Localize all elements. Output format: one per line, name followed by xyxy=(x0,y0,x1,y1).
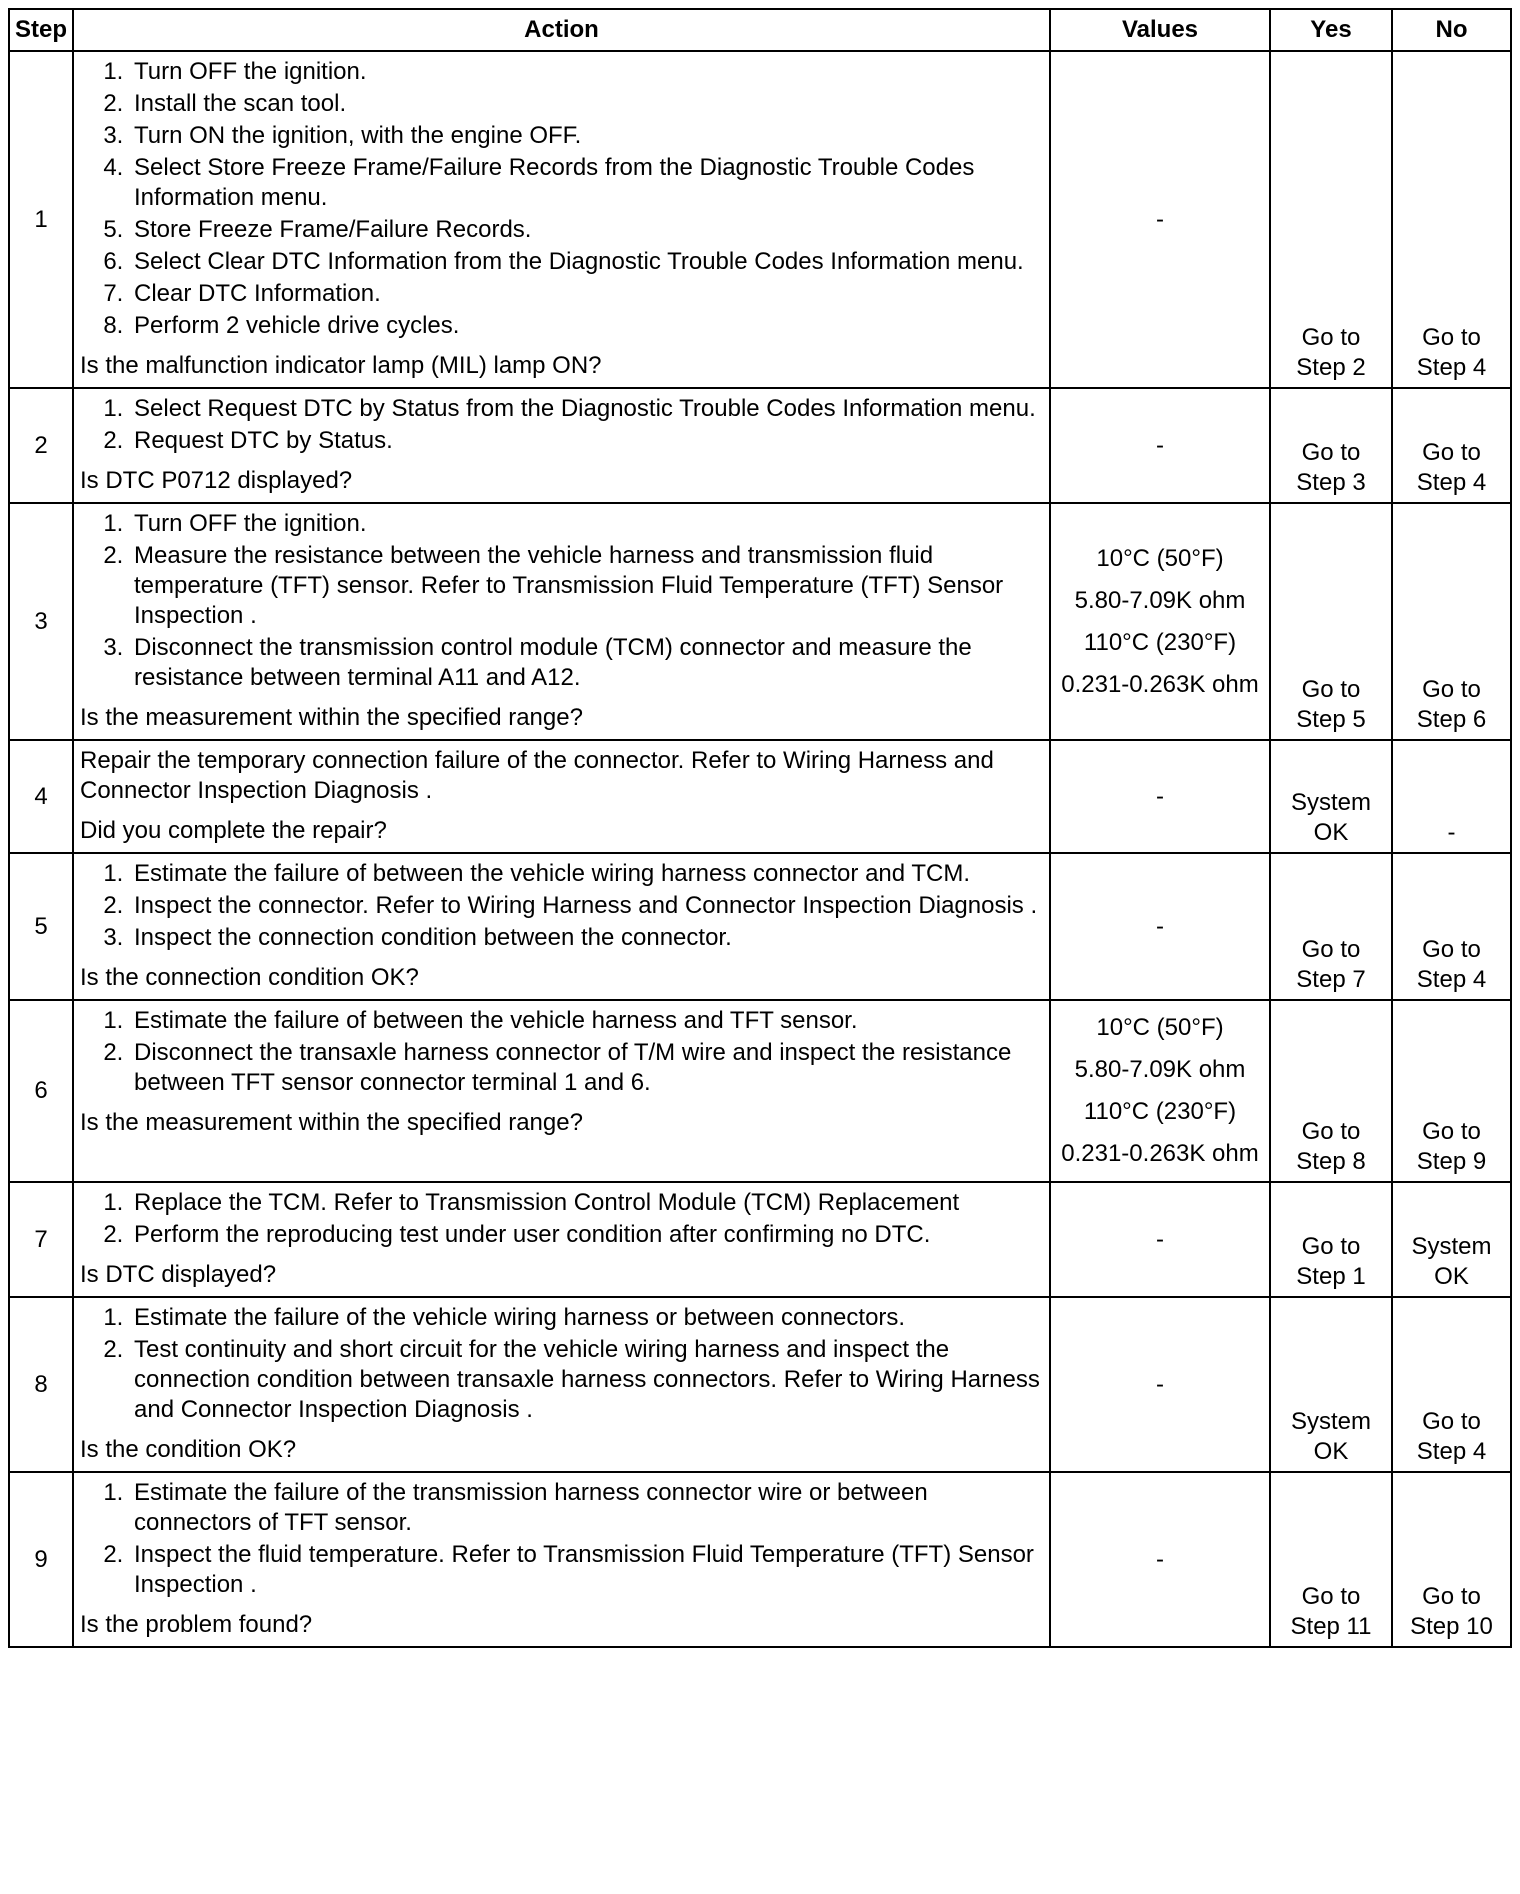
values-cell xyxy=(1050,1297,1270,1472)
action-step-item: 1. Replace the TCM. Refer to Transmission Control Module (TCM) Replacement xyxy=(130,1188,1043,1218)
no-result-line: OK xyxy=(1434,1263,1469,1290)
action-steps-list xyxy=(80,1006,1043,1098)
yes-result-cell xyxy=(1270,1000,1392,1182)
no-result-line: Go to xyxy=(1422,1583,1481,1610)
diagnostic-table xyxy=(8,8,1512,1648)
no-result-line: - xyxy=(1447,819,1456,846)
action-question: Did you complete the repair? xyxy=(80,817,387,844)
action-step-item: 2. Install the scan tool. xyxy=(130,89,1043,119)
no-result-line: Go to xyxy=(1422,1118,1481,1145)
no-result-cell xyxy=(1392,740,1511,853)
action-question: Is DTC displayed? xyxy=(80,1261,277,1288)
action-steps-list xyxy=(80,1188,1043,1250)
action-question: Is DTC P0712 displayed? xyxy=(80,467,353,494)
values-cell xyxy=(1050,740,1270,853)
value-placeholder: - xyxy=(1156,912,1164,940)
table-row xyxy=(9,853,1511,1000)
action-step-item: 2. Inspect the connector. Refer to Wiring Harness and Connector Inspection Diagnosis . xyxy=(130,891,1043,921)
no-result-line: Step 4 xyxy=(1416,469,1487,496)
yes-result-line: Go to xyxy=(1301,324,1361,351)
yes-result-cell xyxy=(1270,388,1392,503)
action-question: Is the malfunction indicator lamp (MIL) lamp ON? xyxy=(80,352,602,379)
action-cell xyxy=(73,740,1050,853)
yes-result-cell xyxy=(1270,51,1392,388)
yes-result-line: Step 3 xyxy=(1296,469,1366,496)
value-line: 10°C (50°F) xyxy=(1096,544,1224,572)
header-no: No xyxy=(1392,9,1511,51)
action-cell xyxy=(73,1297,1050,1472)
action-question: Is the problem found? xyxy=(80,1611,313,1638)
no-result-cell xyxy=(1392,388,1511,503)
no-result-line: System xyxy=(1411,1233,1492,1260)
step-number: 3 xyxy=(9,503,73,740)
values-cell xyxy=(1050,1182,1270,1297)
value-line: 10°C (50°F) xyxy=(1096,1014,1224,1041)
yes-result-line: Step 8 xyxy=(1296,1148,1366,1175)
step-number: 6 xyxy=(9,1000,73,1182)
yes-result-cell xyxy=(1270,503,1392,740)
yes-result-cell xyxy=(1270,1472,1392,1647)
action-step-item: 8. Perform 2 vehicle drive cycles. xyxy=(130,311,1043,341)
step-number: 4 xyxy=(9,740,73,853)
header-action: Action xyxy=(73,9,1050,51)
yes-result-line: Go to xyxy=(1301,439,1361,466)
action-steps-list xyxy=(80,57,1043,341)
yes-result-line: System xyxy=(1290,1408,1371,1435)
no-result-cell xyxy=(1392,51,1511,388)
action-step-item: 3. Disconnect the transmission control module (TCM) connector and measure the resistance between terminal A11 and A12. xyxy=(130,633,1043,693)
action-step-item: 2. Disconnect the transaxle harness connector of T/M wire and inspect the resistance between TFT sensor connector terminal 1 and 6. xyxy=(130,1038,1043,1098)
no-result-line: Step 9 xyxy=(1416,1148,1487,1175)
action-steps-list xyxy=(80,394,1043,456)
value-placeholder: - xyxy=(1156,431,1164,459)
no-result-line: Go to xyxy=(1422,1408,1481,1435)
no-result-cell xyxy=(1392,503,1511,740)
action-step-item: 1. Estimate the failure of between the vehicle harness and TFT sensor. xyxy=(130,1006,1043,1036)
step-number: 5 xyxy=(9,853,73,1000)
step-number: 7 xyxy=(9,1182,73,1297)
value-placeholder: - xyxy=(1156,1370,1164,1398)
action-step-item: 5. Store Freeze Frame/Failure Records. xyxy=(130,215,1043,245)
action-step-item: 2. Inspect the fluid temperature. Refer to Transmission Fluid Temperature (TFT) Sensor Inspection . xyxy=(130,1540,1043,1600)
action-cell xyxy=(73,853,1050,1000)
step-number: 2 xyxy=(9,388,73,503)
value-line: 5.80-7.09K ohm xyxy=(1074,586,1246,614)
yes-result-cell xyxy=(1270,740,1392,853)
action-cell xyxy=(73,388,1050,503)
table-row xyxy=(9,388,1511,503)
value-placeholder: - xyxy=(1156,1225,1164,1253)
action-cell xyxy=(73,1182,1050,1297)
yes-result-cell xyxy=(1270,1182,1392,1297)
yes-result-line: Go to xyxy=(1301,1118,1361,1145)
action-question: Is the connection condition OK? xyxy=(80,964,419,991)
yes-result-line: Step 1 xyxy=(1296,1263,1366,1290)
action-steps-list xyxy=(80,1303,1043,1425)
action-steps-list xyxy=(80,1478,1043,1600)
action-question: Is the measurement within the specified range? xyxy=(80,704,583,731)
yes-result-cell xyxy=(1270,1297,1392,1472)
step-number: 1 xyxy=(9,51,73,388)
yes-result-line: Step 11 xyxy=(1290,1613,1372,1640)
value-line: 110°C (230°F) xyxy=(1083,1098,1237,1125)
no-result-line: Step 4 xyxy=(1416,966,1487,993)
step-number: 8 xyxy=(9,1297,73,1472)
yes-result-line: System xyxy=(1290,789,1371,816)
action-step-item: 1. Estimate the failure of the vehicle wiring harness or between connectors. xyxy=(130,1303,1043,1333)
yes-result-cell xyxy=(1270,853,1392,1000)
action-question: Is the condition OK? xyxy=(80,1436,297,1463)
yes-result-line: Go to xyxy=(1301,936,1361,963)
values-cell xyxy=(1050,853,1270,1000)
no-result-cell xyxy=(1392,1472,1511,1647)
yes-result-line: Step 7 xyxy=(1296,966,1366,993)
action-question: Is the measurement within the specified range? xyxy=(80,1109,583,1136)
table-row xyxy=(9,740,1511,853)
action-step-item: 4. Select Store Freeze Frame/Failure Records from the Diagnostic Trouble Codes Information menu. xyxy=(130,153,1043,213)
action-steps-list xyxy=(80,859,1043,953)
yes-result-line: Go to xyxy=(1301,1233,1361,1260)
header-yes: Yes xyxy=(1270,9,1392,51)
action-steps-list xyxy=(80,509,1043,693)
action-step-item: 3. Inspect the connection condition between the connector. xyxy=(130,923,1043,953)
table-row xyxy=(9,51,1511,388)
action-cell xyxy=(73,503,1050,740)
action-step-item: 7. Clear DTC Information. xyxy=(130,279,1043,309)
table-row xyxy=(9,1000,1511,1182)
table-header-row xyxy=(9,9,1511,51)
no-result-line: Go to xyxy=(1422,324,1481,351)
action-step-item: 2. Measure the resistance between the vehicle harness and transmission fluid temperature (TFT) sensor. Refer to Transmission Fluid Temperature (TFT) Sensor Inspection . xyxy=(130,541,1043,631)
header-step: Step xyxy=(9,9,73,51)
value-placeholder: - xyxy=(1156,1545,1164,1573)
action-step-item: 2. Test continuity and short circuit for the vehicle wiring harness and inspect the connection condition between transaxle harness connectors. Refer to Wiring Harness and Connector Inspection Diagnosis . xyxy=(130,1335,1043,1425)
action-step-item: 1. Turn OFF the ignition. xyxy=(130,57,1043,87)
values-cell xyxy=(1050,1472,1270,1647)
action-step-item: 1. Select Request DTC by Status from the Diagnostic Trouble Codes Information menu. xyxy=(130,394,1043,424)
yes-result-line: Go to xyxy=(1301,1583,1361,1610)
no-result-line: Go to xyxy=(1422,439,1481,466)
action-step-item: 1. Estimate the failure of between the vehicle wiring harness connector and TCM. xyxy=(130,859,1043,889)
action-cell xyxy=(73,51,1050,388)
action-step-item: 1. Turn OFF the ignition. xyxy=(130,509,1043,539)
no-result-line: Step 4 xyxy=(1416,354,1487,381)
yes-result-line: Go to xyxy=(1301,676,1361,703)
no-result-line: Step 6 xyxy=(1416,706,1487,733)
value-placeholder: - xyxy=(1156,782,1164,810)
action-step-item: 1. Estimate the failure of the transmission harness connector wire or between connectors of TFT sensor. xyxy=(130,1478,1043,1538)
table-row xyxy=(9,503,1511,740)
values-cell xyxy=(1050,51,1270,388)
value-line: 110°C (230°F) xyxy=(1083,628,1237,656)
no-result-line: Step 10 xyxy=(1410,1613,1493,1640)
value-placeholder: - xyxy=(1156,205,1164,233)
no-result-cell xyxy=(1392,1182,1511,1297)
value-line: 0.231-0.263K ohm xyxy=(1061,670,1259,698)
header-values: Values xyxy=(1050,9,1270,51)
action-text: Repair the temporary connection failure of the connector. Refer to Wiring Harness and Connector Inspection Diagnosis . xyxy=(80,747,994,804)
action-step-item: 6. Select Clear DTC Information from the Diagnostic Trouble Codes Information menu. xyxy=(130,247,1043,277)
table-row xyxy=(9,1182,1511,1297)
table-body xyxy=(9,51,1511,1647)
values-cell xyxy=(1050,1000,1270,1182)
value-line: 0.231-0.263K ohm xyxy=(1061,1140,1259,1167)
action-cell xyxy=(73,1472,1050,1647)
no-result-line: Step 4 xyxy=(1416,1438,1487,1465)
action-step-item: 2. Request DTC by Status. xyxy=(130,426,1043,456)
value-line: 5.80-7.09K ohm xyxy=(1074,1056,1246,1083)
table-row xyxy=(9,1297,1511,1472)
no-result-cell xyxy=(1392,853,1511,1000)
no-result-line: Go to xyxy=(1422,936,1481,963)
action-cell xyxy=(73,1000,1050,1182)
diagnostic-table-container xyxy=(8,8,1512,1648)
no-result-cell xyxy=(1392,1000,1511,1182)
yes-result-line: OK xyxy=(1313,819,1349,846)
no-result-line: Go to xyxy=(1422,676,1481,703)
values-cell xyxy=(1050,503,1270,740)
action-step-item: 3. Turn ON the ignition, with the engine OFF. xyxy=(130,121,1043,151)
yes-result-line: Step 2 xyxy=(1296,354,1366,381)
yes-result-line: OK xyxy=(1313,1438,1349,1465)
values-cell xyxy=(1050,388,1270,503)
table-row xyxy=(9,1472,1511,1647)
step-number: 9 xyxy=(9,1472,73,1647)
no-result-cell xyxy=(1392,1297,1511,1472)
action-step-item: 2. Perform the reproducing test under user condition after confirming no DTC. xyxy=(130,1220,1043,1250)
yes-result-line: Step 5 xyxy=(1296,706,1366,733)
